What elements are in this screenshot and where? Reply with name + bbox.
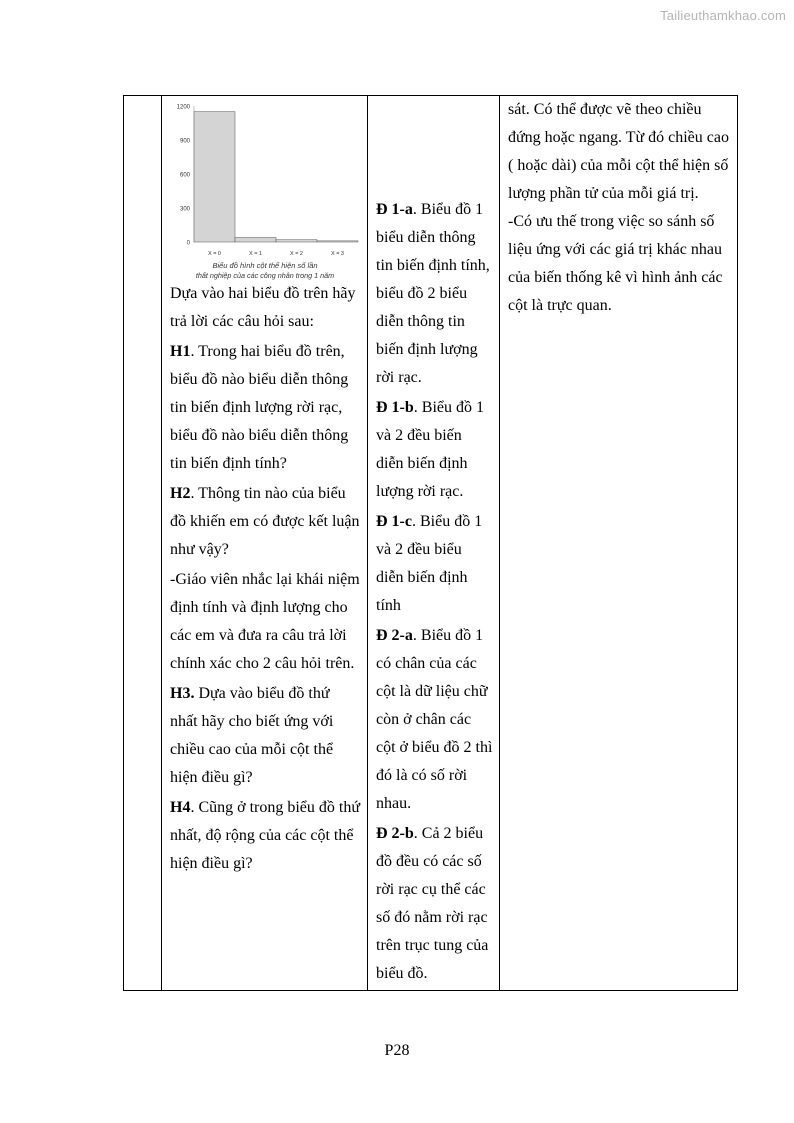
chart-bar: [235, 237, 276, 242]
h3-text: Dựa vào biểu đồ thứ nhất hãy cho biết ứng với chiều cao của mỗi cột thể hiện điều gì?: [170, 685, 334, 786]
h1-label: H1: [170, 343, 191, 360]
question-h3: [170, 680, 361, 792]
x-tick-label: X = 2: [290, 251, 303, 257]
bar-chart: [168, 98, 362, 280]
h1-text: . Trong hai biểu đồ trên, biểu đồ nào biểu diễn thông tin biến định lượng rời rạc, biểu đồ nào biểu diễn thông tin biến định tính?: [170, 343, 349, 472]
h3-label: H3.: [170, 685, 195, 702]
d2b-text: . Cả 2 biểu đồ đều có các số rời rạc cụ thể các số đó nằm rời rạc trên trục tung của biểu đồ.: [376, 825, 489, 982]
h2-text: . Thông tin nào của biểu đồ khiến em có được kết luận như vậy?: [170, 485, 360, 558]
teacher-activity-cell: [162, 96, 368, 991]
intro-text: Dựa vào hai biểu đồ trên hãy trả lời các câu hỏi sau:: [170, 285, 356, 330]
d1b-label: Đ 1-b: [376, 399, 414, 416]
chart-caption-line1: Biểu đồ hình cột thể hiện số lần: [212, 261, 318, 270]
empty-cell: [124, 96, 162, 991]
h4-text: . Cũng ở trong biểu đồ thứ nhất, độ rộng của các cột thể hiện điều gì?: [170, 799, 361, 872]
chart-bar: [317, 241, 358, 242]
chart-bars: [194, 112, 358, 242]
d1b-text: . Biểu đồ 1 và 2 đều biến diễn biến định lượng rời rạc.: [376, 399, 484, 500]
d1c-label: Đ 1-c: [376, 513, 412, 530]
answer-d1a: [376, 196, 493, 392]
d1c-text: . Biểu đồ 1 và 2 đều biểu diễn biến định tính: [376, 513, 483, 614]
chart-labels: [208, 251, 344, 257]
y-tick-label: 600: [179, 172, 190, 179]
chart-bar: [276, 240, 317, 242]
y-tick-label: 0: [186, 240, 190, 247]
d1a-text: . Biểu đồ 1 biểu diễn thông tin biến định tính, biểu đồ 2 biểu diễn thông tin biến định lượng rời rạc.: [376, 201, 490, 386]
x-tick-label: X = 0: [208, 251, 221, 257]
y-tick-label: 900: [179, 138, 190, 145]
d2a-label: Đ 2-a: [376, 627, 413, 644]
lesson-table: [123, 95, 738, 991]
answer-d2b: [376, 820, 493, 988]
h2-label: H2: [170, 485, 191, 502]
answer-d2a: [376, 622, 493, 818]
y-tick-label: 1200: [176, 104, 190, 111]
x-tick-label: X = 3: [331, 251, 344, 257]
content-paragraph-2: -Có ưu thế trong việc so sánh số liệu ứng với các giá trị khác nhau của biến thống kê vì hình ảnh các cột là trực quan.: [508, 213, 723, 314]
d1a-label: Đ 1-a: [376, 201, 413, 218]
chart-axis: [177, 105, 194, 247]
question-h4: [170, 794, 361, 878]
h4-label: H4: [170, 799, 191, 816]
student-answer-cell: [368, 96, 500, 991]
content-cell: [500, 96, 738, 991]
page-number: P28: [384, 1042, 410, 1059]
x-tick-label: X = 1: [249, 251, 262, 257]
question-h1: [170, 338, 361, 478]
answer-d1c: [376, 508, 493, 620]
table-row: [124, 96, 738, 991]
content-paragraph-1: sát. Có thể được vẽ theo chiều đứng hoặc ngang. Từ đó chiều cao ( hoặc dài) của mỗi cột thể hiện số lượng phần tử của mỗi giá trị.: [508, 101, 729, 202]
d2b-label: Đ 2-b: [376, 825, 414, 842]
teacher-note: -Giáo viên nhắc lại khái niệm định tính và định lượng cho các em và đưa ra câu trả lời chính xác cho 2 câu hỏi trên.: [170, 571, 360, 672]
y-tick-label: 300: [179, 206, 190, 213]
chart-bar: [194, 112, 235, 242]
d2a-text: . Biểu đồ 1 có chân của các cột là dữ liệu chữ còn ở chân các cột ở biểu đồ 2 thì đó là có số rời nhau.: [376, 627, 493, 812]
chart-caption-line2: thất nghiệp của các công nhân trong 1 năm: [195, 271, 335, 280]
question-h2: [170, 480, 361, 564]
answer-d1b: [376, 394, 493, 506]
watermark: Tailieuthamkhao.com: [660, 8, 786, 23]
